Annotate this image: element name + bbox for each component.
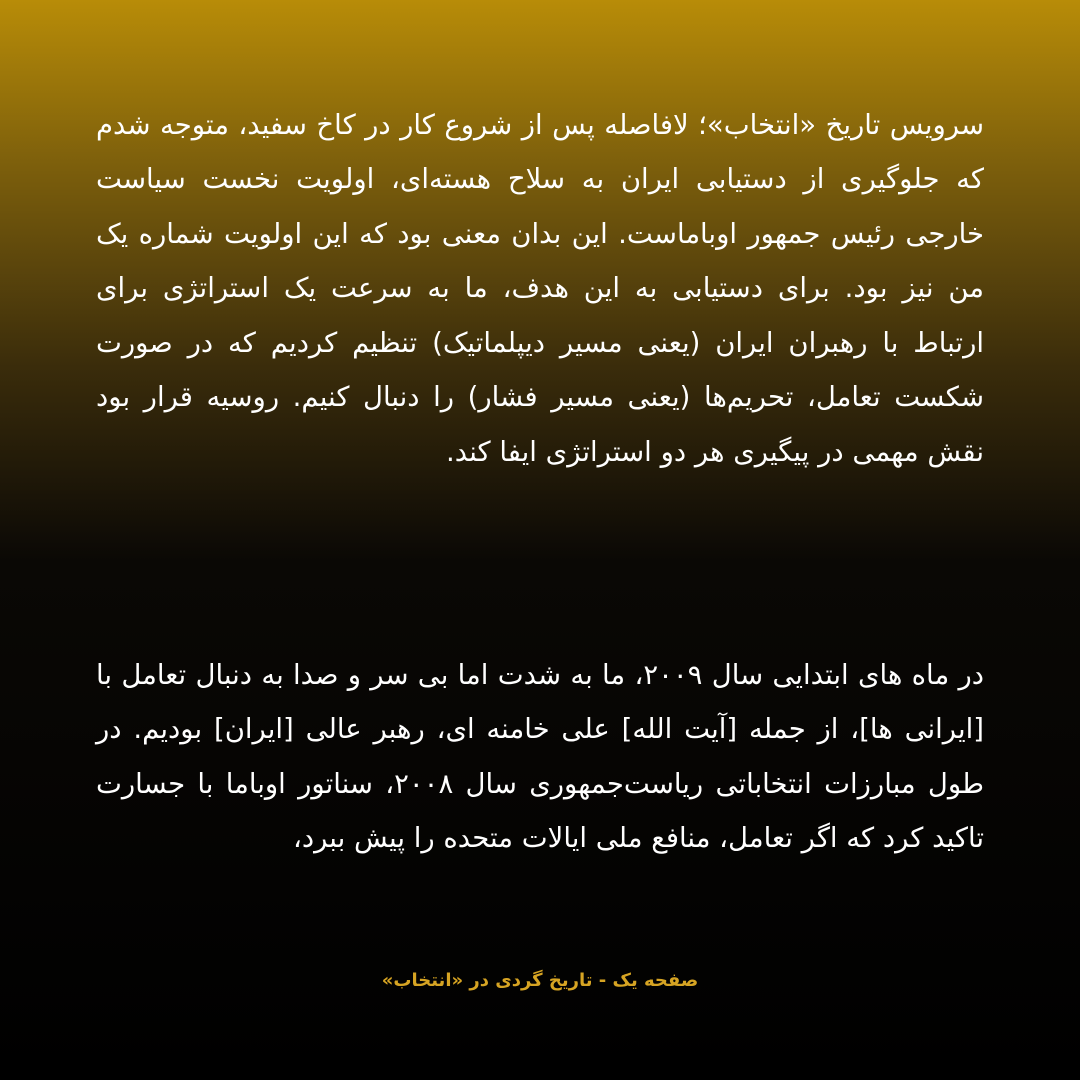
body-paragraph-1: سرویس تاریخ «انتخاب»؛ لافاصله پس از شروع کار در کاخ سفید، متوجه شدم که جلوگیری از دستیابی ایران به سلاح هسته‌ای، اولویت نخست سیاست خارجی رئیس جمهور اوباماست. این بدان معنی بود که این اولویت شماره یک من نیز بود. برای دستیابی به این هدف، ما به سرعت یک استراتژی برای ارتباط با رهبران ایران (یعنی مسیر دیپلماتیک) تنظیم کردیم که در صورت شکست تعامل، تحریم‌ها (یعنی مسیر فشار) را دنبال کنیم. روسیه قرار بود نقش مهمی در پیگیری هر دو استراتژی ایفا کند. [96,108,984,469]
body-paragraph-2: در ماه های ابتدایی سال ۲۰۰۹، ما به شدت اما بی سر و صدا به دنبال تعامل با [ایرانی ها]، از جمله [آیت الله] علی خامنه ای، رهبر عالی [ایران] بودیم. در طول مبارزات انتخاباتی ریاست‌جمهوری سال ۲۰۰۸، سناتور اوباما با جسارت تاکید کرد که اگر تعامل، منافع ملی ایالات متحده را پیش ببرد، [96,658,984,855]
page-caption: صفحه یک - تاریخ گردی در «انتخاب» [381,970,699,991]
